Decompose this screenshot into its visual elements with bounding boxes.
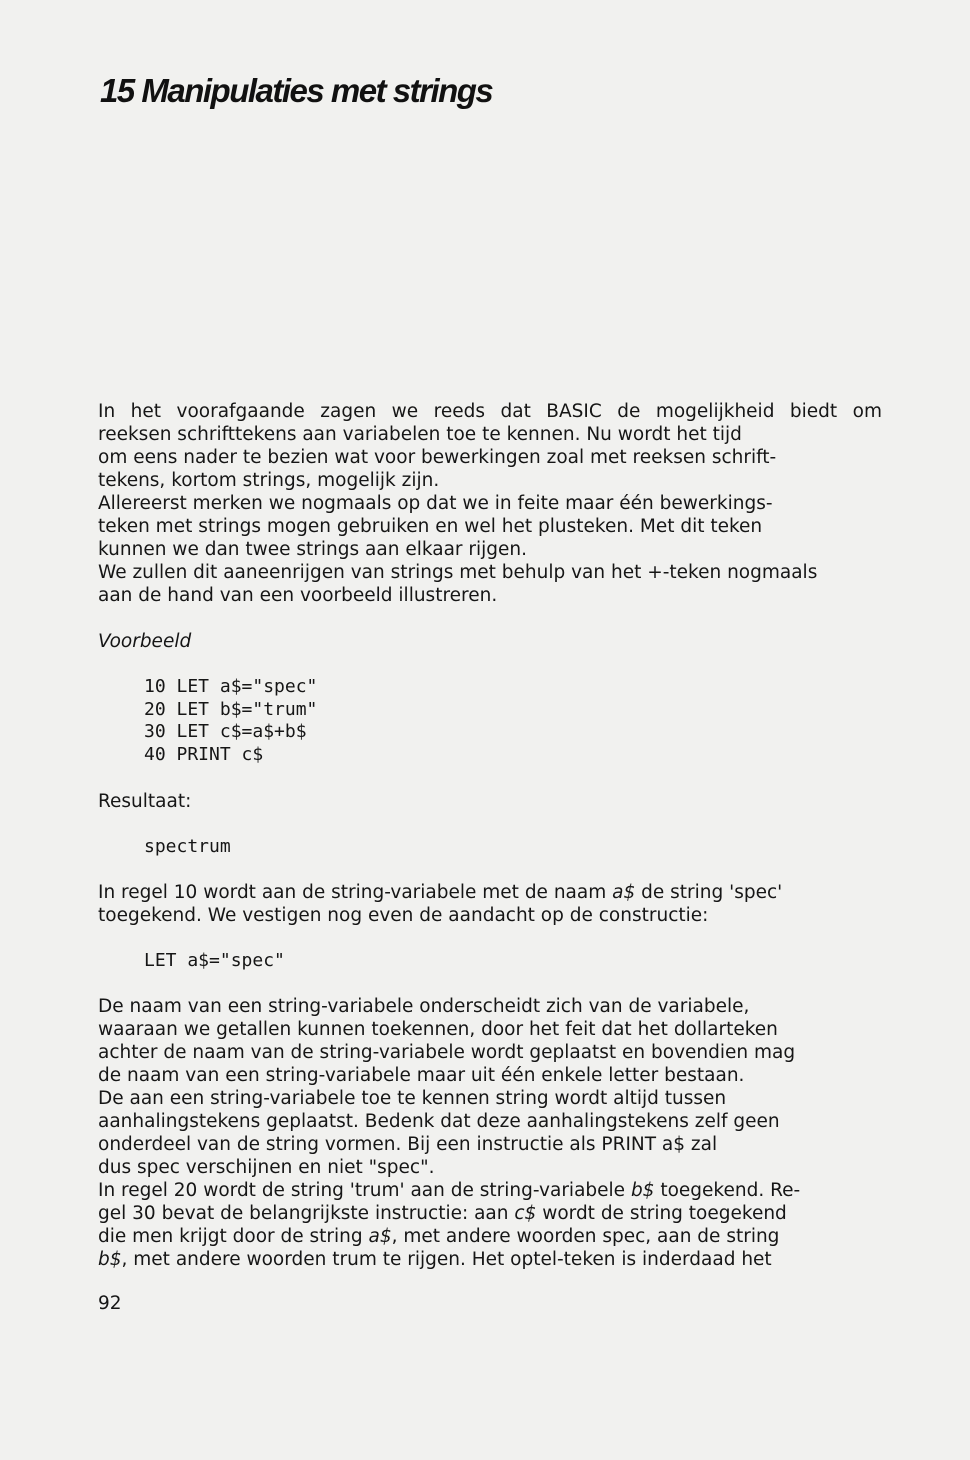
- variable-name: b$: [630, 1180, 655, 1201]
- intro-paragraph: [98, 400, 882, 607]
- text-line: de naam van een string-variabele maar uit één enkele letter bestaan.: [98, 1065, 745, 1086]
- text-line: teken met strings mogen gebruiken en wel het plusteken. Met dit teken: [98, 516, 763, 537]
- text-line: dus spec verschijnen en niet "spec".: [98, 1157, 435, 1178]
- text-span: wordt de string toegekend: [536, 1203, 787, 1224]
- code-line: LET a$="spec": [144, 950, 285, 971]
- body-paragraph: [98, 995, 882, 1179]
- result-label-block: [98, 790, 882, 813]
- text-line: onderdeel van de string vormen. Bij een instructie als PRINT a$ zal: [98, 1134, 718, 1155]
- example-code-block: [98, 676, 882, 766]
- text-span: , met andere woorden spec, aan de string: [391, 1226, 780, 1247]
- result-label: Resultaat:: [98, 791, 192, 812]
- page-number: 92: [98, 1293, 122, 1314]
- result-output-block: [98, 836, 882, 859]
- text-span: die men krijgt door de string: [98, 1226, 369, 1247]
- text-line: achter de naam van de string-variabele wordt geplaatst en bovendien mag: [98, 1042, 796, 1063]
- text-span: toegekend. Re-: [654, 1180, 801, 1201]
- text-line: We zullen dit aaneenrijgen van strings met behulp van het +-teken nogmaals: [98, 562, 818, 583]
- text-line: kunnen we dan twee strings aan elkaar rijgen.: [98, 539, 528, 560]
- code-line: 40 PRINT c$: [144, 743, 264, 765]
- example-heading: Voorbeeld: [98, 631, 192, 652]
- text-span: de string 'spec': [635, 882, 783, 903]
- variable-name: c$: [514, 1203, 537, 1224]
- text-line: aanhalingstekens geplaatst. Bedenk dat deze aanhalingstekens zelf geen: [98, 1111, 780, 1132]
- code-line: 10 LET a$="spec": [144, 676, 318, 697]
- text-line: tekens, kortom strings, mogelijk zijn.: [98, 470, 440, 491]
- text-line: In het voorafgaande zagen we reeds dat BASIC de mogelijkheid biedt om: [98, 401, 882, 422]
- text-line: [98, 1225, 882, 1248]
- text-line: [98, 1179, 882, 1202]
- variable-name: b$: [98, 1249, 122, 1270]
- text-line: waaraan we getallen kunnen toekennen, door het feit dat het dollarteken: [98, 1019, 778, 1040]
- text-line: [98, 1202, 882, 1225]
- chapter-title: 15 Manipulaties met strings: [100, 72, 493, 109]
- code-line: 20 LET b$="trum": [144, 698, 318, 720]
- text-span: gel 30 bevat de belangrijkste instructie: aan: [98, 1203, 515, 1224]
- text-span: In regel 20 wordt de string 'trum' aan de string-variabele: [98, 1180, 631, 1201]
- variable-name: a$: [612, 882, 636, 903]
- result-output: spectrum: [144, 836, 231, 857]
- text-line: Allereerst merken we nogmaals op dat we in feite maar één bewerkings-: [98, 493, 773, 514]
- text-line: toegekend. We vestigen nog even de aandacht op de constructie:: [98, 905, 709, 926]
- example-heading-block: [98, 630, 882, 653]
- text-line: aan de hand van een voorbeeld illustreren.: [98, 585, 498, 606]
- variable-name: a$: [368, 1226, 392, 1247]
- text-line: reeksen schrifttekens aan variabelen toe te kennen. Nu wordt het tijd: [98, 424, 742, 445]
- code-line: 30 LET c$=a$+b$: [144, 721, 307, 742]
- last-paragraph: [98, 1179, 882, 1271]
- explanation-paragraph: [98, 881, 882, 927]
- construct-code-block: [98, 950, 882, 973]
- text-line: De naam van een string-variabele onderscheidt zich van de variabele,: [98, 996, 750, 1017]
- text-line: om eens nader te bezien wat voor bewerkingen zoal met reeksen schrift-: [98, 447, 777, 468]
- text-line: [98, 1248, 882, 1271]
- text-span: , met andere woorden trum te rijgen. Het optel-teken is inderdaad het: [121, 1249, 772, 1270]
- text-span: In regel 10 wordt aan de string-variabele met de naam: [98, 882, 613, 903]
- text-line: [98, 881, 882, 904]
- text-line: De aan een string-variabele toe te kennen string wordt altijd tussen: [98, 1088, 727, 1109]
